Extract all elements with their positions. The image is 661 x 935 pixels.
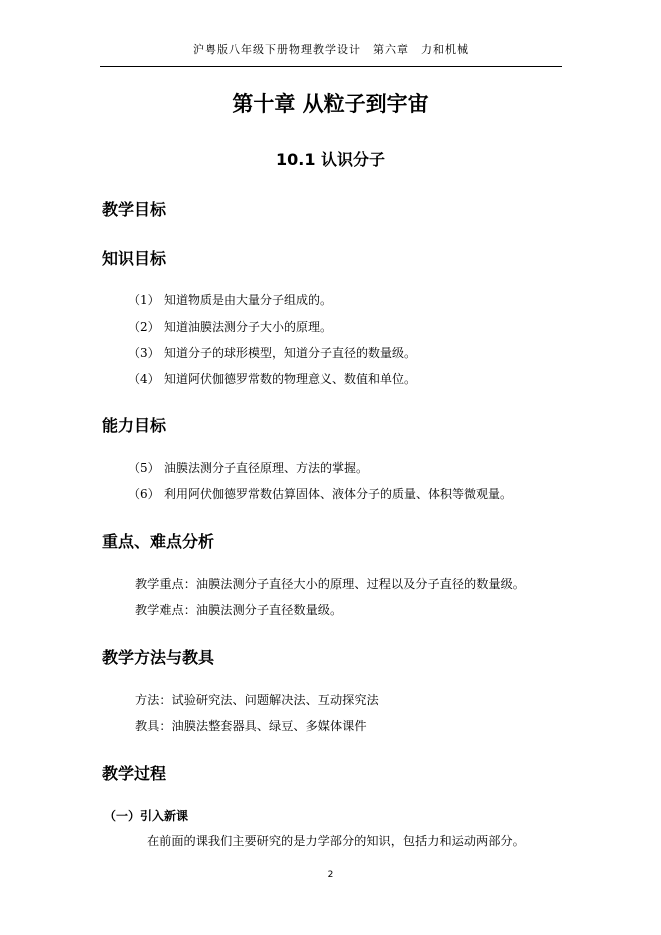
- section-title: 10.1 认识分子: [275, 150, 386, 169]
- methods-heading: 教学方法与教具: [102, 648, 215, 667]
- key-points-heading: 重点、难点分析: [102, 532, 215, 551]
- page-header: 沪粤版八年级下册物理教学设计 第六章 力和机械: [193, 43, 469, 56]
- knowledge-goals-heading: 知识目标: [102, 249, 167, 268]
- teaching-tools: 教具：油膜法整套器具、绿豆、多媒体课件: [135, 719, 367, 733]
- list-item-number: （5）: [128, 461, 160, 475]
- list-item: [128, 318, 332, 335]
- list-item: [128, 291, 332, 308]
- ability-goals-heading: 能力目标: [102, 416, 167, 435]
- list-item-number: （6）: [128, 487, 160, 501]
- list-item-text: 知道油膜法测分子大小的原理。: [164, 320, 333, 334]
- teaching-key-point: 教学重点：油膜法测分子直径大小的原理、过程以及分子直径的数量级。: [135, 577, 525, 591]
- list-item-text: 知道阿伏伽德罗常数的物理意义、数值和单位。: [164, 372, 417, 386]
- list-item-text: 油膜法测分子直径原理、方法的掌握。: [164, 461, 369, 475]
- teaching-difficulty: 教学难点：油膜法测分子直径数量级。: [135, 603, 343, 617]
- list-item-number: （4）: [128, 372, 160, 386]
- page-number: 2: [327, 870, 334, 880]
- teaching-goals-heading: 教学目标: [102, 200, 167, 219]
- list-item: [128, 485, 512, 502]
- process-subheading: （一）引入新课: [104, 809, 189, 823]
- list-item-number: （3）: [128, 346, 160, 360]
- list-item: [128, 344, 416, 361]
- teaching-methods: 方法：试验研究法、问题解决法、互动探究法: [135, 693, 379, 707]
- list-item-number: （2）: [128, 320, 160, 334]
- process-heading: 教学过程: [102, 764, 167, 783]
- list-item-number: （1）: [128, 293, 160, 307]
- header-divider: [100, 66, 562, 67]
- list-item-text: 知道分子的球形模型，知道分子直径的数量级。: [164, 346, 417, 360]
- list-item-text: 知道物质是由大量分子组成的。: [164, 293, 333, 307]
- process-paragraph: 在前面的课我们主要研究的是力学部分的知识，包括力和运动两部分。: [147, 834, 525, 848]
- list-item: [128, 459, 368, 476]
- list-item: [128, 370, 416, 387]
- list-item-text: 利用阿伏伽德罗常数估算固体、液体分子的质量、体积等微观量。: [164, 487, 513, 501]
- chapter-title: 第十章 从粒子到宇宙: [232, 92, 429, 116]
